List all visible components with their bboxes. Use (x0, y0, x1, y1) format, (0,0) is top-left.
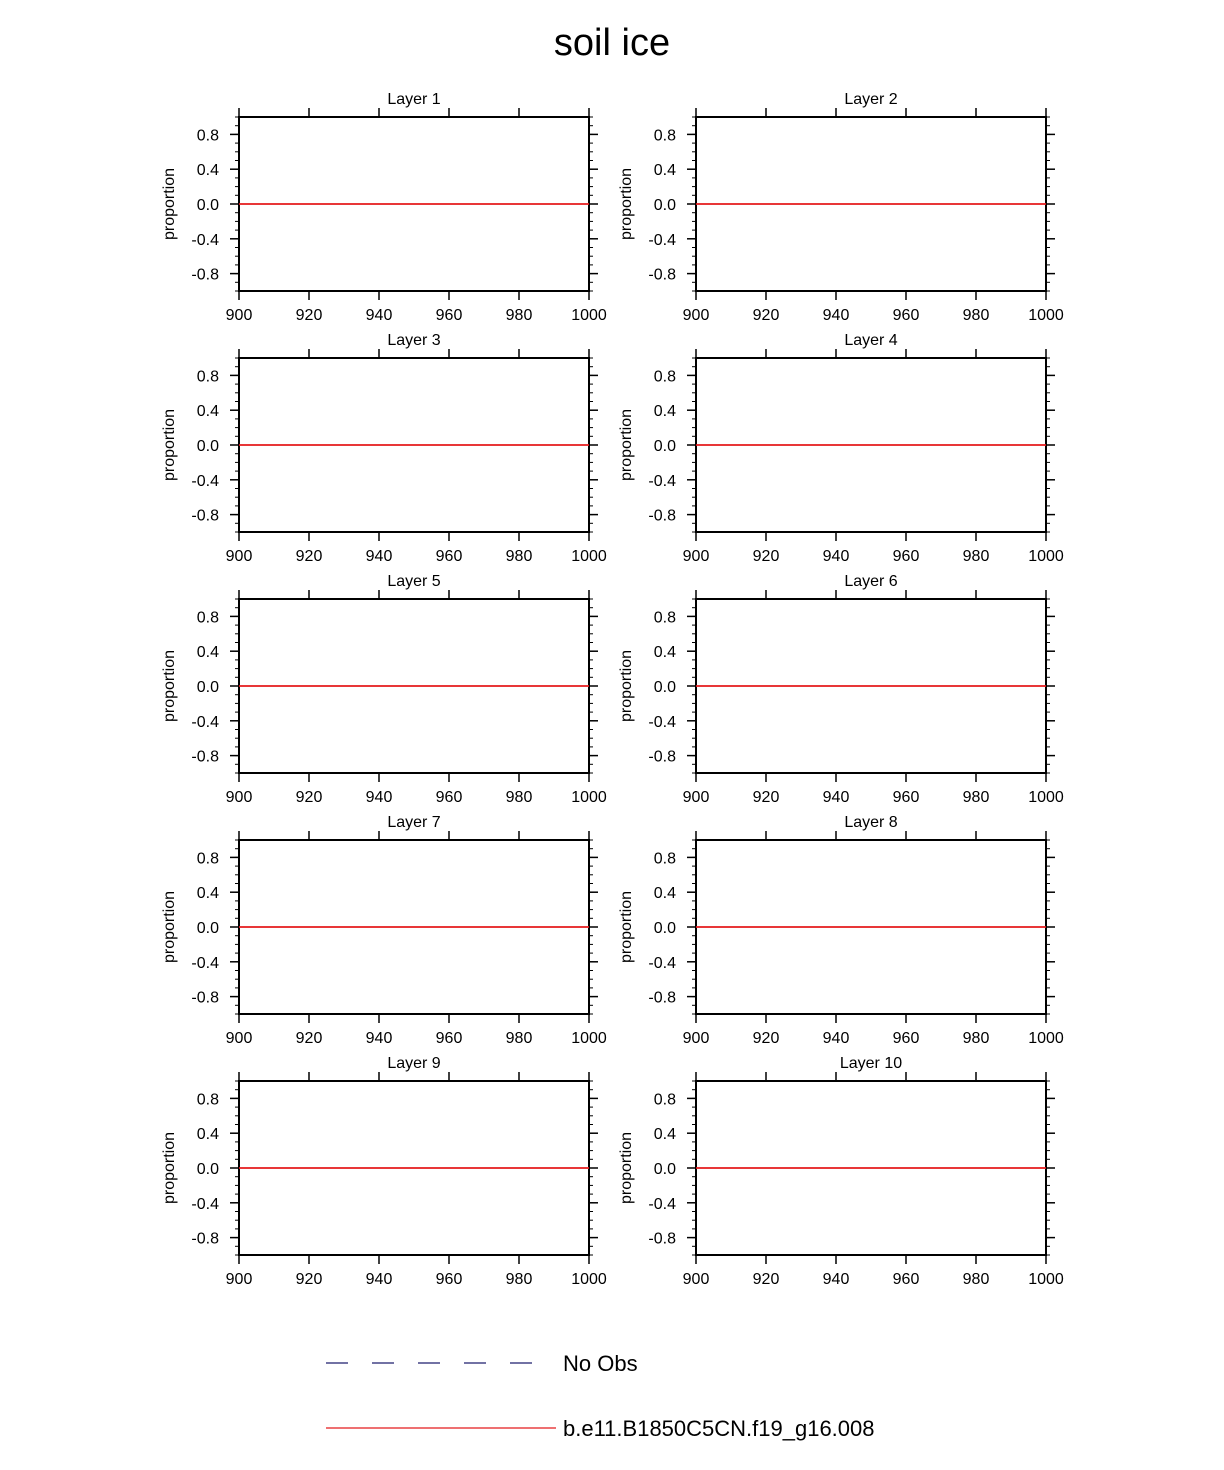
panel-title: Layer 2 (844, 91, 898, 108)
y-axis-label: proportion (161, 890, 178, 964)
x-tick-label: 920 (295, 548, 323, 565)
y-tick-label: 0.0 (653, 1161, 676, 1178)
y-axis-label: proportion (618, 890, 635, 964)
y-tick-label: 0.8 (653, 1091, 676, 1109)
x-tick-label: 940 (365, 548, 393, 565)
y-tick-label: 0.8 (196, 1091, 219, 1109)
y-tick-label: -0.4 (648, 954, 676, 972)
x-tick-label: 980 (962, 789, 990, 806)
panel-layer-4 (618, 332, 1064, 565)
y-tick-label: -0.4 (191, 231, 219, 249)
y-axis-label: proportion (618, 408, 635, 482)
y-axis-label: proportion (161, 649, 178, 723)
panel-title: Layer 5 (387, 573, 441, 590)
y-tick-label: -0.4 (191, 1195, 219, 1213)
x-tick-label: 900 (682, 548, 710, 565)
y-tick-label: 0.0 (653, 679, 676, 696)
y-tick-label: 0.4 (653, 644, 676, 662)
x-tick-label: 940 (822, 548, 850, 565)
x-tick-label: 960 (892, 548, 920, 565)
panel-layer-8 (618, 814, 1064, 1047)
x-tick-label: 980 (962, 1271, 990, 1288)
y-axis-label: proportion (161, 1131, 178, 1205)
panel-title: Layer 9 (387, 1055, 441, 1072)
y-tick-label: 0.4 (196, 885, 219, 903)
x-tick-label: 980 (505, 1030, 533, 1047)
x-tick-label: 980 (505, 1271, 533, 1288)
x-tick-label: 900 (225, 307, 253, 324)
x-tick-label: 960 (435, 1030, 463, 1047)
x-tick-label: 900 (225, 789, 253, 806)
x-tick-label: 940 (822, 1030, 850, 1047)
panel-title: Layer 1 (387, 91, 441, 108)
x-tick-label: 900 (682, 1030, 710, 1047)
x-tick-label: 960 (892, 789, 920, 806)
y-tick-label: -0.8 (648, 266, 676, 284)
y-tick-label: 0.4 (653, 162, 676, 180)
x-tick-label: 1000 (571, 1271, 607, 1288)
x-tick-label: 940 (365, 307, 393, 324)
x-tick-label: 920 (752, 548, 780, 565)
x-tick-label: 1000 (1028, 1271, 1064, 1288)
x-tick-label: 920 (295, 1030, 323, 1047)
panel-layer-9 (161, 1055, 607, 1288)
x-tick-label: 940 (822, 1271, 850, 1288)
y-tick-label: 0.0 (196, 920, 219, 937)
y-tick-label: -0.8 (648, 507, 676, 525)
y-tick-label: 0.8 (196, 850, 219, 868)
x-tick-label: 940 (365, 789, 393, 806)
y-tick-label: -0.8 (191, 1230, 219, 1248)
x-tick-label: 960 (435, 307, 463, 324)
x-tick-label: 920 (752, 789, 780, 806)
x-tick-label: 920 (752, 1271, 780, 1288)
x-tick-label: 920 (295, 789, 323, 806)
x-tick-label: 960 (892, 1030, 920, 1047)
x-tick-label: 900 (682, 1271, 710, 1288)
y-tick-label: 0.0 (196, 197, 219, 214)
x-tick-label: 980 (962, 548, 990, 565)
y-tick-label: 0.8 (653, 609, 676, 627)
x-tick-label: 940 (365, 1030, 393, 1047)
x-tick-label: 980 (505, 307, 533, 324)
y-tick-label: 0.0 (196, 679, 219, 696)
y-tick-label: -0.8 (648, 748, 676, 766)
x-tick-label: 1000 (571, 789, 607, 806)
panel-layer-1 (161, 91, 607, 324)
x-tick-label: 940 (365, 1271, 393, 1288)
x-tick-label: 1000 (1028, 307, 1064, 324)
legend-label: No Obs (563, 1351, 638, 1376)
y-tick-label: 0.8 (196, 609, 219, 627)
y-tick-label: 0.8 (196, 368, 219, 386)
y-axis-label: proportion (161, 408, 178, 482)
x-tick-label: 960 (435, 548, 463, 565)
x-tick-label: 980 (505, 548, 533, 565)
x-tick-label: 1000 (571, 548, 607, 565)
panel-layer-3 (161, 332, 607, 565)
x-tick-label: 980 (962, 307, 990, 324)
x-tick-label: 980 (505, 789, 533, 806)
x-tick-label: 900 (225, 1271, 253, 1288)
x-tick-label: 1000 (1028, 1030, 1064, 1047)
x-tick-label: 960 (892, 307, 920, 324)
x-tick-label: 920 (295, 307, 323, 324)
y-tick-label: 0.8 (653, 368, 676, 386)
y-tick-label: -0.4 (648, 231, 676, 249)
x-tick-label: 1000 (571, 1030, 607, 1047)
x-tick-label: 1000 (571, 307, 607, 324)
x-tick-label: 900 (682, 789, 710, 806)
panel-title: Layer 10 (839, 1055, 903, 1072)
y-tick-label: -0.8 (648, 1230, 676, 1248)
y-tick-label: -0.8 (648, 989, 676, 1007)
panel-layer-6 (618, 573, 1064, 806)
panel-layer-5 (161, 573, 607, 806)
y-tick-label: 0.8 (196, 127, 219, 145)
y-tick-label: -0.4 (191, 713, 219, 731)
panel-layer-2 (618, 91, 1064, 324)
legend-label: b.e11.B1850C5CN.f19_g16.008 (563, 1416, 875, 1441)
y-tick-label: -0.8 (191, 507, 219, 525)
x-tick-label: 960 (892, 1271, 920, 1288)
y-axis-label: proportion (618, 649, 635, 723)
x-tick-label: 940 (822, 307, 850, 324)
y-tick-label: -0.4 (191, 472, 219, 490)
panel-title: Layer 4 (844, 332, 898, 349)
panel-layer-10 (618, 1055, 1064, 1288)
y-tick-label: 0.4 (196, 1126, 219, 1144)
y-tick-label: 0.0 (653, 920, 676, 937)
y-tick-label: 0.0 (196, 1161, 219, 1178)
panel-title: Layer 6 (844, 573, 898, 590)
y-tick-label: 0.4 (653, 885, 676, 903)
panel-title: Layer 7 (387, 814, 441, 831)
y-tick-label: -0.4 (648, 472, 676, 490)
y-tick-label: 0.4 (196, 403, 219, 421)
x-tick-label: 940 (822, 789, 850, 806)
y-tick-label: -0.4 (191, 954, 219, 972)
x-tick-label: 920 (752, 1030, 780, 1047)
x-tick-label: 1000 (1028, 548, 1064, 565)
x-tick-label: 900 (682, 307, 710, 324)
panel-title: Layer 3 (387, 332, 441, 349)
y-axis-label: proportion (161, 167, 178, 241)
y-tick-label: 0.4 (653, 1126, 676, 1144)
x-tick-label: 920 (295, 1271, 323, 1288)
y-tick-label: 0.0 (653, 197, 676, 214)
figure-title: soil ice (553, 22, 671, 64)
x-tick-label: 960 (435, 1271, 463, 1288)
y-tick-label: 0.0 (653, 438, 676, 455)
y-tick-label: -0.8 (191, 748, 219, 766)
panel-layer-7 (161, 814, 607, 1047)
x-tick-label: 900 (225, 1030, 253, 1047)
y-tick-label: 0.8 (653, 127, 676, 145)
x-tick-label: 960 (435, 789, 463, 806)
y-tick-label: 0.4 (196, 162, 219, 180)
x-tick-label: 980 (962, 1030, 990, 1047)
y-axis-label: proportion (618, 167, 635, 241)
y-tick-label: -0.8 (191, 266, 219, 284)
y-tick-label: 0.8 (653, 850, 676, 868)
x-tick-label: 1000 (1028, 789, 1064, 806)
y-tick-label: -0.4 (648, 713, 676, 731)
y-axis-label: proportion (618, 1131, 635, 1205)
x-tick-label: 900 (225, 548, 253, 565)
y-tick-label: 0.4 (196, 644, 219, 662)
y-tick-label: 0.4 (653, 403, 676, 421)
x-tick-label: 920 (752, 307, 780, 324)
y-tick-label: 0.0 (196, 438, 219, 455)
panel-title: Layer 8 (844, 814, 898, 831)
y-tick-label: -0.8 (191, 989, 219, 1007)
y-tick-label: -0.4 (648, 1195, 676, 1213)
